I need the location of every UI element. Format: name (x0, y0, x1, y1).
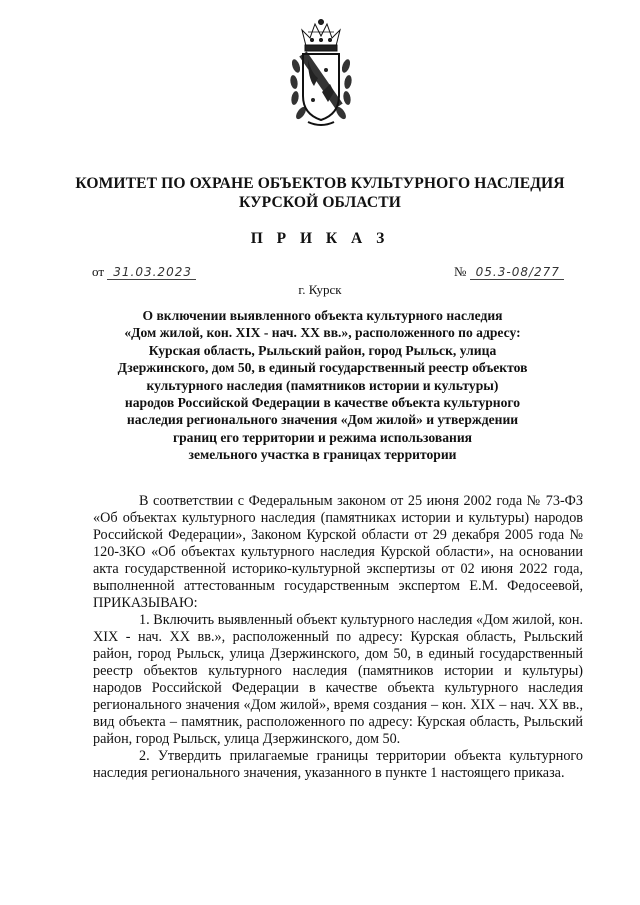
order-body (93, 493, 583, 782)
clause-2-paragraph: 2. Утвердить прилагаемые границы территории объекта культурного наследия регионального значения, указанного в пункте 1 настоящего приказа. (93, 748, 583, 781)
number-prefix: № (454, 264, 467, 279)
crown-icon (302, 20, 340, 52)
handwritten-number: 05.3-08/277 (470, 265, 564, 280)
coat-of-arms-emblem (288, 18, 354, 130)
date-prefix: от (92, 264, 105, 279)
number-line (454, 264, 564, 280)
date-line (92, 264, 196, 280)
order-title: О включении выявленного объекта культурного наследия «Дом жилой, кон. XIX - нач. XX вв.», расположенного по адресу: Курская область, Рыльский район, город Рыльск, улица Дзержинского, дом 50, в единый государственный реестр объектов культурного наследия (памятников истории и культуры) народов Российской Федерации в качестве объекта культурного наследия регионального значения «Дом жилой» и утверждении границ его территории и режима использования земельного участка в границах территории (117, 308, 528, 463)
handwritten-date: 31.03.2023 (107, 265, 196, 280)
preamble-paragraph: В соответствии с Федеральным законом от 25 июня 2002 года № 73-ФЗ «Об объектах культурного наследия (памятниках истории и культуры) народов Российской Федерации», Законом Курской области от 29 декабря 2005 года № 120-ЗКО «Об объектах культурного наследия Курской области», на основании акта государственной историко-культурной экспертизы от 02 июня 2022 года, выполненной аттестованным государственным экспертом Е.М. Федосеевой, ПРИКАЗЫВАЮ: (93, 493, 583, 611)
city-line: г. Курск (298, 282, 342, 297)
document-type: П Р И К А З (250, 230, 390, 247)
committee-name: КОМИТЕТ ПО ОХРАНЕ ОБЪЕКТОВ КУЛЬТУРНОГО НАСЛЕДИЯ КУРСКОЙ ОБЛАСТИ (75, 175, 565, 211)
shield-icon (303, 54, 339, 120)
clause-1-paragraph: 1. Включить выявленный объект культурного наследия «Дом жилой, кон. XIX - нач. XX вв.», расположенный по адресу: Курская область, Рыльский район, город Рыльск, улица Дзержинского, дом 50, в единый государственный реестр объектов культурного наследия (памятников истории и культуры) народов Российской Федерации в качестве объекта культурного наследия регионального значения «Дом жилой», время создания – кон. XIX – нач. XX вв., вид объекта – памятник, расположенного по адресу: Курская область, Рыльский район, город Рыльск, улица Дзержинского, дом 50. (93, 612, 583, 747)
